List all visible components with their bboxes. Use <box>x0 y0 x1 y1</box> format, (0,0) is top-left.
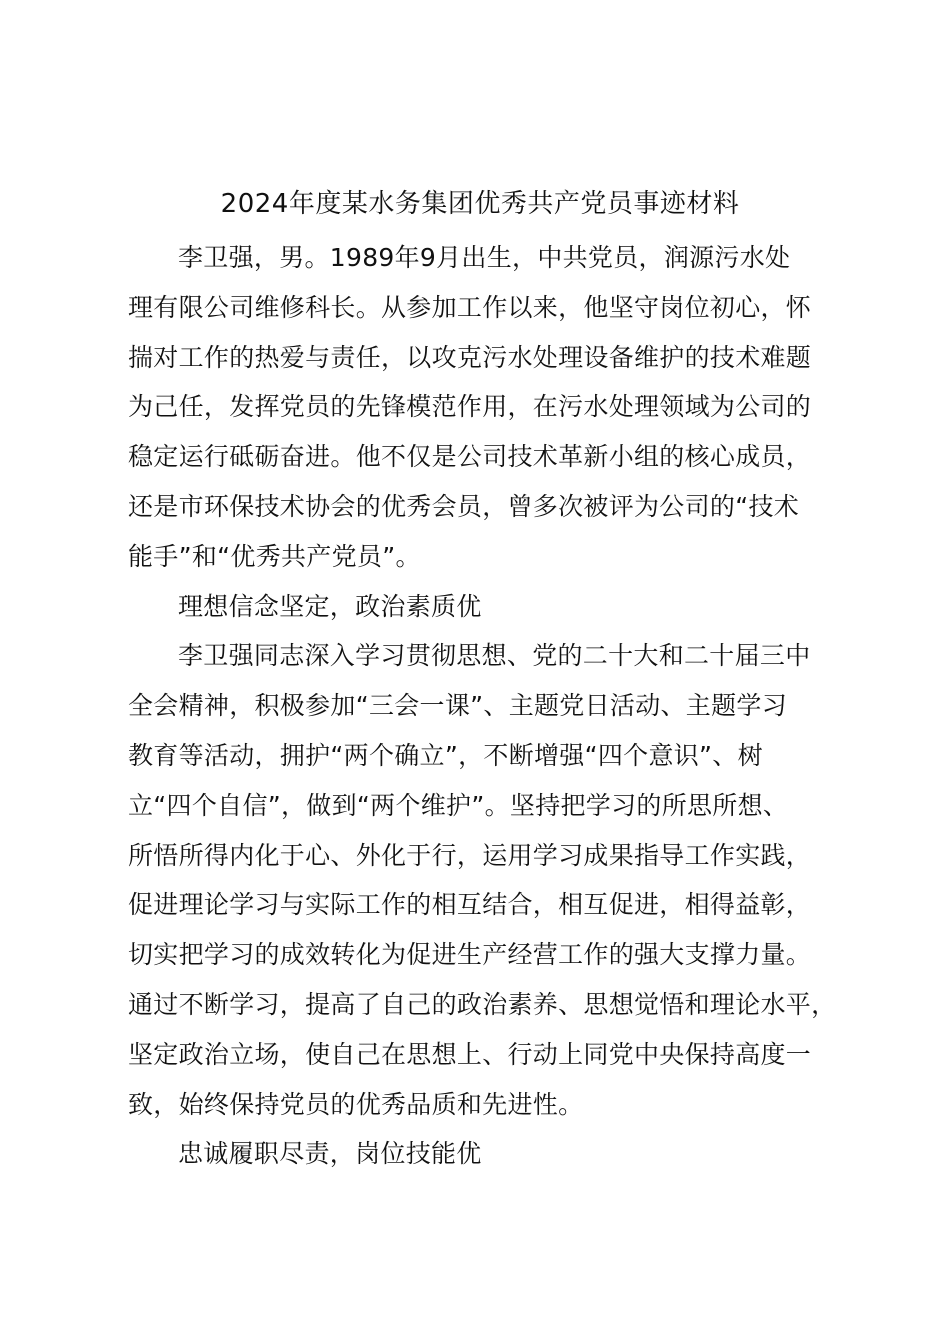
text-line: 还是市环保技术协会的优秀会员，曾多次被评为公司的“技术 <box>128 491 800 521</box>
text-line: 坚定政治立场，使自己在思想上、行动上同党中央保持高度一 <box>128 1039 812 1069</box>
text-line: 全会精神，积极参加“三会一课”、主题党日活动、主题学习 <box>128 691 788 721</box>
text-line: 理想信念坚定，政治素质优 <box>178 591 482 621</box>
text-line: 能手”和“优秀共产党员”。 <box>128 541 421 571</box>
text-line: 李卫强同志深入学习贯彻思想、党的二十大和二十届三中 <box>178 641 811 671</box>
text-line: 理有限公司维修科长。从参加工作以来，他坚守岗位初心，怀 <box>128 292 812 322</box>
text-line: 立“四个自信”，做到“两个维护”。坚持把学习的所思所想、 <box>128 790 789 820</box>
text-line: 通过不断学习，提高了自己的政治素养、思想觉悟和理论水平， <box>128 989 837 1019</box>
text-line: 教育等活动，拥护“两个确立”，不断增强“四个意识”、树 <box>128 740 763 770</box>
document-title: 2024年度某水务集团优秀共产党员事迹材料 <box>220 189 740 219</box>
text-line: 切实把学习的成效转化为促进生产经营工作的强大支撑力量。 <box>128 940 812 970</box>
document-body <box>128 233 863 1179</box>
text-line: 忠诚履职尽责，岗位技能优 <box>178 1139 482 1169</box>
text-line: 稳定运行砥砺奋进。他不仅是公司技术革新小组的核心成员， <box>128 442 812 472</box>
text-line: 促进理论学习与实际工作的相互结合，相互促进，相得益彰， <box>128 890 812 920</box>
text-line: 致，始终保持党员的优秀品质和先进性。 <box>128 1089 584 1119</box>
text-line: 为己任，发挥党员的先锋模范作用，在污水处理领域为公司的 <box>128 392 812 422</box>
text-line: 所悟所得内化于心、外化于行，运用学习成果指导工作实践， <box>128 840 812 870</box>
text-line: 揣对工作的热爱与责任，以攻克污水处理设备维护的技术难题 <box>128 342 812 372</box>
text-line: 李卫强，男。1989年9月出生，中共党员，润源污水处 <box>178 243 791 272</box>
